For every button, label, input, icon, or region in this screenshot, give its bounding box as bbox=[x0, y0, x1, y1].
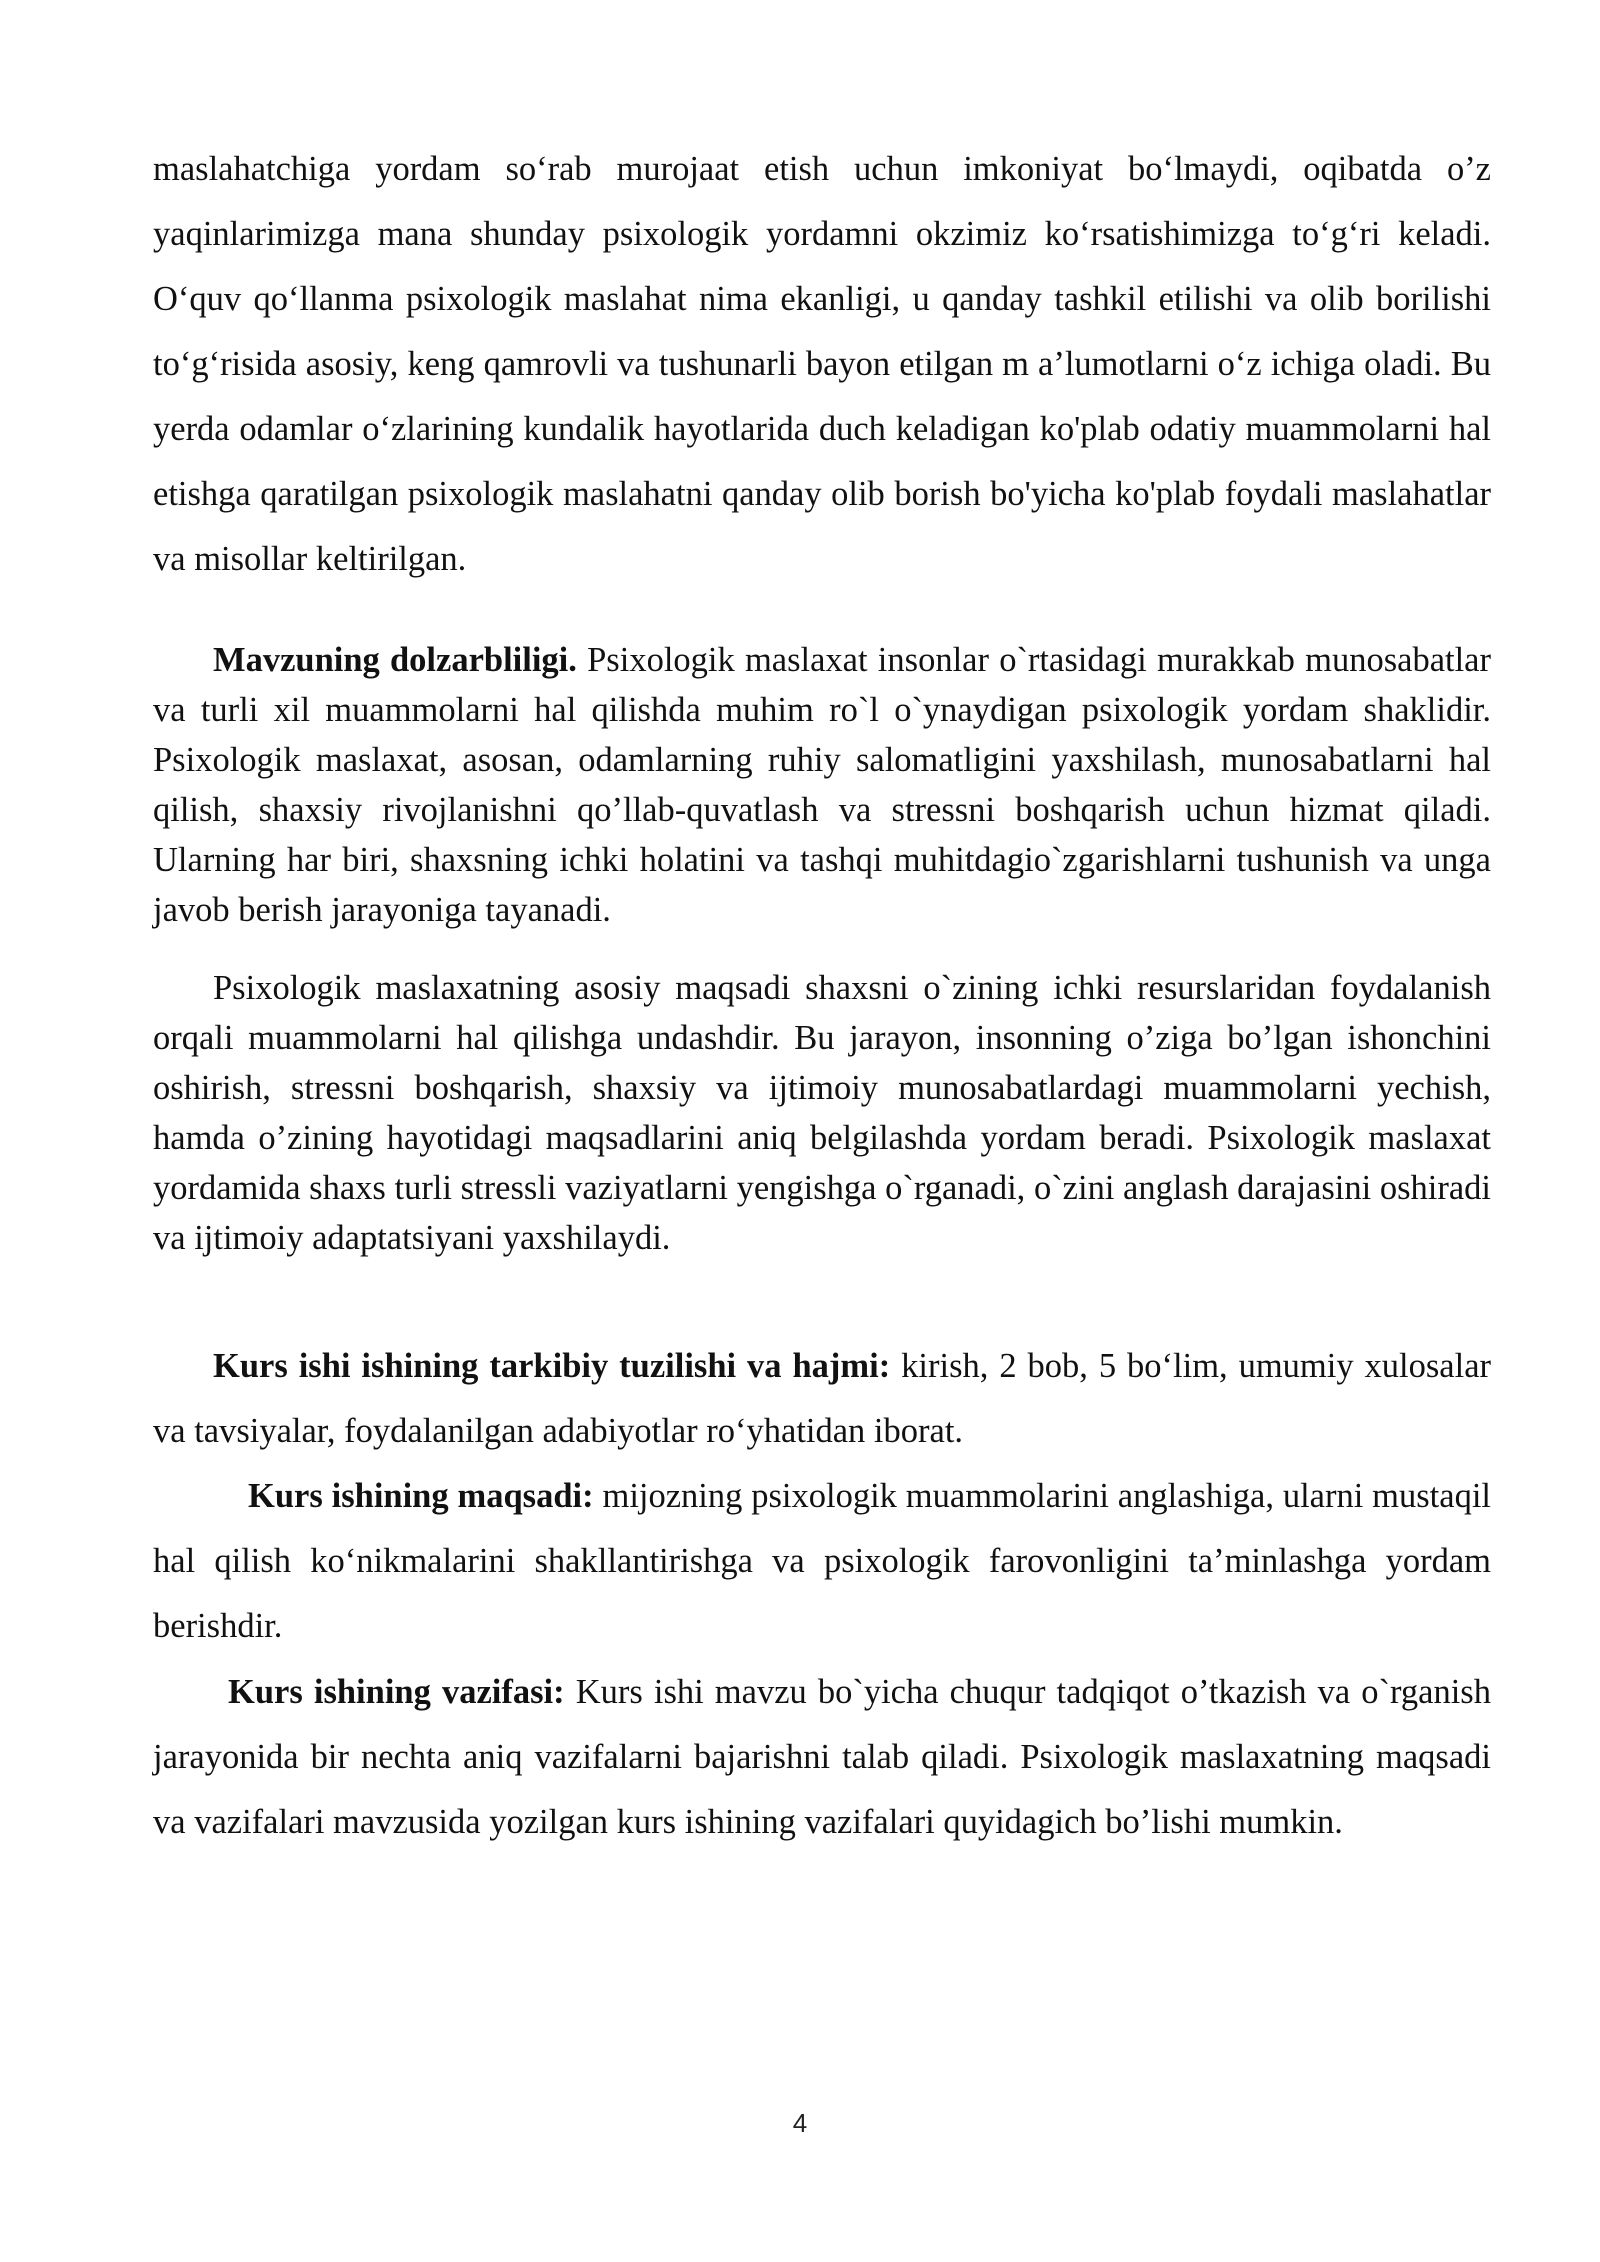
aim-heading: Kurs ishining maqsadi: bbox=[248, 1477, 594, 1515]
goal-general-paragraph bbox=[153, 963, 1491, 1263]
intro-paragraph bbox=[153, 137, 1491, 592]
relevance-paragraph bbox=[153, 635, 1491, 935]
aim-text: mijozning psixologik muammolarini anglashiga, ularni mustaqil hal qilish ko‘nikmalarini shakllantirishga va psixologik farovonligini ta’minlashga yordam berishdir. bbox=[153, 1477, 1491, 1645]
aim-paragraph bbox=[153, 1464, 1491, 1659]
tasks-paragraph bbox=[153, 1660, 1491, 1855]
page-number: 4 bbox=[792, 2108, 808, 2138]
relevance-heading: Mavzuning dolzarbliligi. bbox=[213, 641, 577, 679]
tasks-text: Kurs ishi mavzu bo`yicha chuqur tadqiqot o’tkazish va o`rganish jarayonida bir nechta aniq vazifalarni bajarishni talab qiladi. Psixologik maslaxatning maqsadi va vazifalari mavzusida yozilgan kurs ishining vazifalari quyidagich bo’lishi mumkin. bbox=[153, 1673, 1491, 1841]
structure-heading: Kurs ishi ishining tarkibiy tuzilishi va hajmi: bbox=[213, 1347, 891, 1385]
structure-text: kirish, 2 bob, 5 bo‘lim, umumiy xulosalar va tavsiyalar, foydalanilgan adabiyotlar ro‘yhatidan iborat. bbox=[153, 1347, 1492, 1450]
relevance-text: Psixologik maslaxat insonlar o`rtasidagi murakkab munosabatlar va turli xil muammolarni hal qilishda muhim ro`l o`ynaydigan psixologik yordam shaklidir. Psixologik maslaxat, asosan, odamlarning ruhiy salomatligini yaxshilash, munosabatlarni hal qilish, shaxsiy rivojlanishni qo’llab-quvatlash va stressni boshqarish uchun hizmat qiladi. Ularning har biri, shaxsning ichki holatini va tashqi muhitdagio`zgarishlarni tushunish va unga javob berish jarayoniga tayanadi. bbox=[153, 641, 1491, 929]
goal-general-text: Psixologik maslaxatning asosiy maqsadi shaxsni o`zining ichki resurslaridan foydalanish orqali muammolarni hal qilishga undashdir. Bu jarayon, insonning o’ziga bo’lgan ishonchini oshirish, stressni boshqarish, shaxsiy va ijtimoiy munosabatlardagi muammolarni yechish, hamda o’zining hayotidagi maqsadlarini aniq belgilashda yordam beradi. Psixologik maslaxat yordamida shaxs turli stressli vaziyatlarni yengishga o`rganadi, o`zini anglash darajasini oshiradi va ijtimoiy adaptatsiyani yaxshilaydi. bbox=[153, 969, 1491, 1257]
tasks-heading: Kurs ishining vazifasi: bbox=[228, 1673, 565, 1711]
structure-paragraph bbox=[153, 1334, 1491, 1464]
intro-text: maslahatchiga yordam so‘rab murojaat etish uchun imkoniyat bo‘lmaydi, oqibatda o’z yaqinlarimizga mana shunday psixologik yordamni okzimiz ko‘rsatishimizga to‘g‘ri keladi. O‘quv qo‘llanma psixologik maslahat nima ekanligi, u qanday tashkil etilishi va olib borilishi to‘g‘risida asosiy, keng qamrovli va tushunarli bayon etilgan m a’lumotlarni o‘z ichiga oladi. Bu yerda odamlar o‘zlarining kundalik hayotlarida duch keladigan ko'plab odatiy muammolarni hal etishga qaratilgan psixologik maslahatni qanday olib borish bo'yicha ko'plab foydali maslahatlar va misollar keltirilgan. bbox=[153, 150, 1491, 578]
